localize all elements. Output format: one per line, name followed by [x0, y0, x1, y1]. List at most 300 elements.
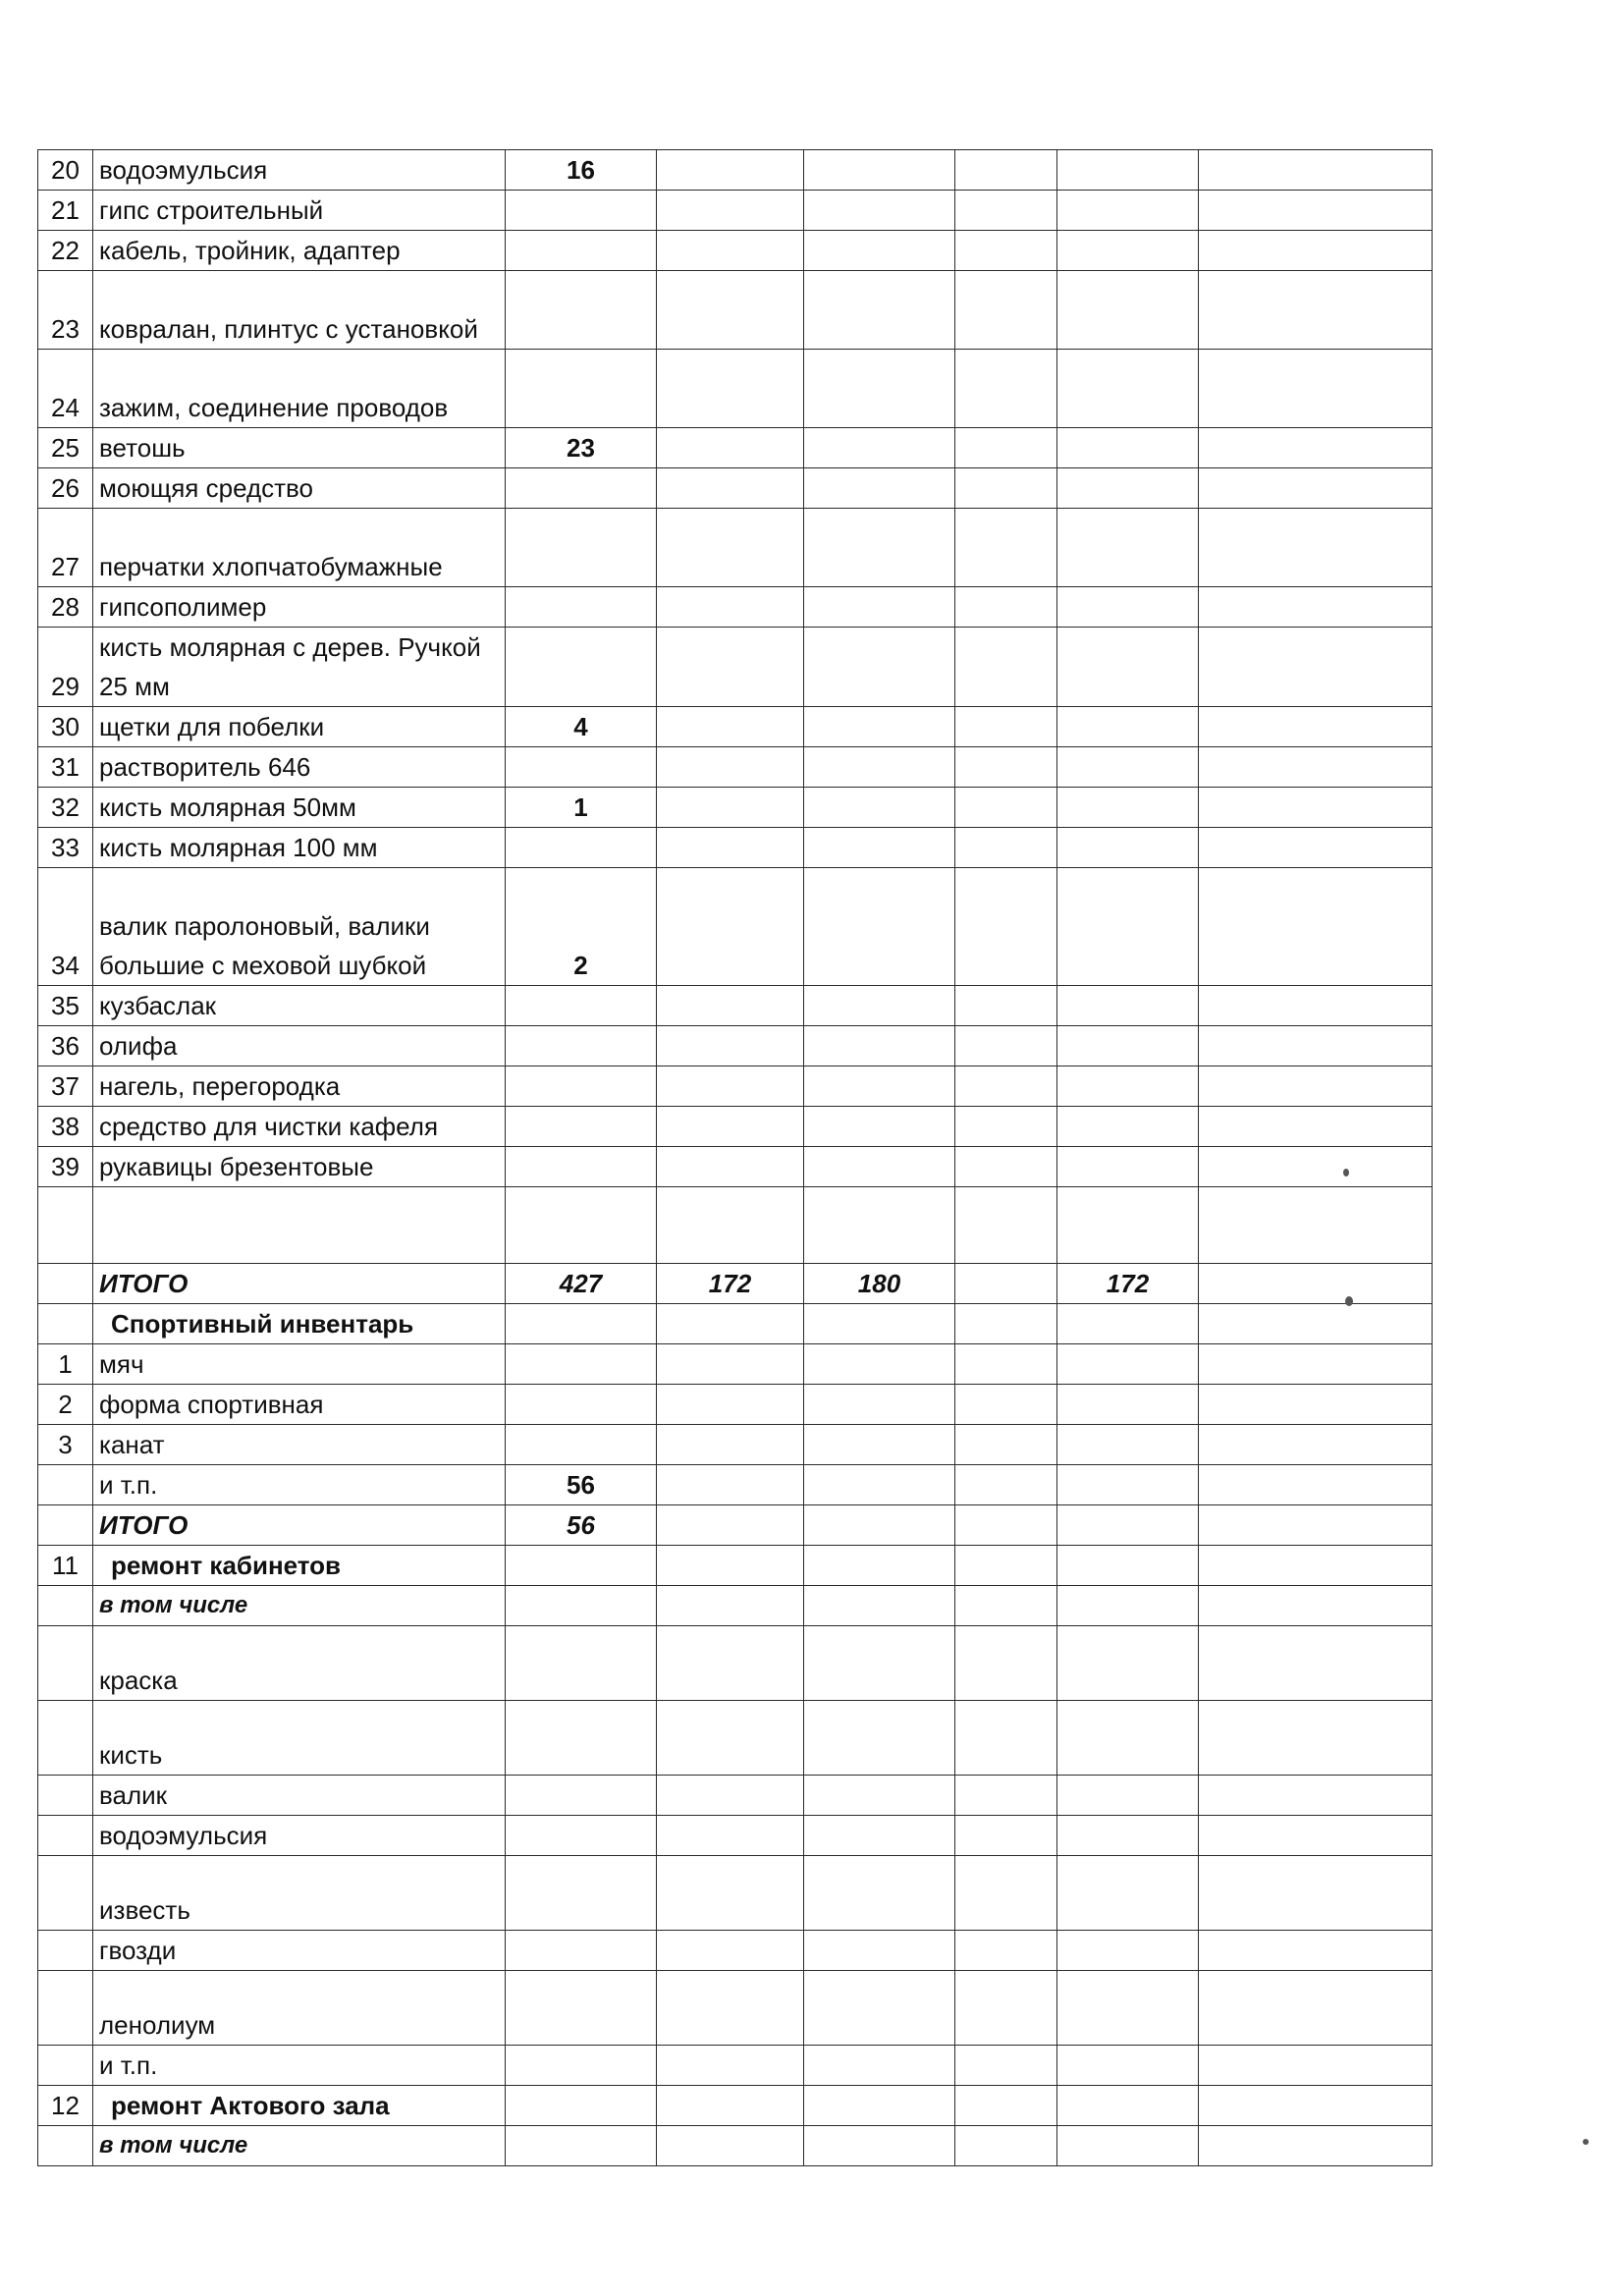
item-row	[38, 231, 1433, 271]
empty-cell	[657, 628, 804, 707]
empty-cell	[1199, 2126, 1433, 2166]
total-label: ИТОГО	[93, 1264, 506, 1304]
empty-cell	[1199, 2086, 1433, 2126]
empty-cell	[1199, 1816, 1433, 1856]
empty-cell	[1199, 1026, 1433, 1066]
empty-cell	[506, 2046, 657, 2086]
quantity-cell	[506, 1066, 657, 1107]
empty-cell	[38, 1816, 93, 1856]
document-sheet	[37, 149, 1432, 2166]
item-row	[38, 828, 1433, 868]
row-number: 24	[38, 350, 93, 428]
empty-cell	[804, 350, 955, 428]
empty-cell	[804, 1505, 955, 1546]
quantity-cell: 16	[506, 150, 657, 191]
quantity-cell	[506, 1385, 657, 1425]
empty-cell	[657, 191, 804, 231]
empty-cell	[657, 828, 804, 868]
empty-cell	[1199, 1066, 1433, 1107]
quantity-cell	[506, 1147, 657, 1187]
section-title: Спортивный инвентарь	[93, 1304, 506, 1344]
empty-cell	[657, 2046, 804, 2086]
item-row	[38, 1626, 1433, 1701]
item-row	[38, 1931, 1433, 1971]
row-number: 29	[38, 628, 93, 707]
empty-cell	[657, 1816, 804, 1856]
empty-cell	[955, 1147, 1057, 1187]
empty-cell	[657, 1586, 804, 1626]
empty-cell	[955, 1701, 1057, 1776]
empty-cell	[804, 628, 955, 707]
quantity-cell	[506, 271, 657, 350]
quantity-cell	[506, 231, 657, 271]
empty-cell	[1057, 1586, 1199, 1626]
empty-cell	[1057, 509, 1199, 587]
item-row	[38, 428, 1433, 468]
empty-cell	[1199, 1546, 1433, 1586]
item-row	[38, 271, 1433, 350]
empty-cell	[506, 1776, 657, 1816]
empty-cell	[1057, 2126, 1199, 2166]
empty-cell	[1057, 868, 1199, 986]
item-name: водоэмульсия	[93, 1816, 506, 1856]
empty-cell	[804, 428, 955, 468]
empty-cell	[804, 1066, 955, 1107]
quantity-cell	[506, 628, 657, 707]
empty-cell	[1199, 1344, 1433, 1385]
quantity-cell	[506, 191, 657, 231]
empty-cell	[1057, 1026, 1199, 1066]
empty-cell	[657, 2126, 804, 2166]
quantity-cell	[506, 986, 657, 1026]
item-row	[38, 1971, 1433, 2046]
empty-cell	[804, 2126, 955, 2166]
empty-cell	[804, 1816, 955, 1856]
empty-cell	[804, 587, 955, 628]
quantity-cell	[506, 1107, 657, 1147]
quantity-cell	[506, 1344, 657, 1385]
empty-cell	[1057, 231, 1199, 271]
empty-cell	[38, 1931, 93, 1971]
empty-cell	[804, 2046, 955, 2086]
empty-cell	[1199, 191, 1433, 231]
empty-cell	[955, 1816, 1057, 1856]
empty-cell	[1199, 1626, 1433, 1701]
item-row	[38, 2046, 1433, 2086]
item-row	[38, 1816, 1433, 1856]
empty-cell	[38, 1187, 93, 1264]
empty-cell	[955, 1971, 1057, 2046]
item-name: рукавицы брезентовые	[93, 1147, 506, 1187]
empty-cell	[657, 868, 804, 986]
empty-cell	[955, 1026, 1057, 1066]
empty-cell	[1199, 788, 1433, 828]
item-name: и т.п.	[93, 1465, 506, 1505]
row-number: 25	[38, 428, 93, 468]
item-name: кисть	[93, 1701, 506, 1776]
item-name: олифа	[93, 1026, 506, 1066]
row-number: 23	[38, 271, 93, 350]
subheader-row	[38, 1586, 1433, 1626]
empty-cell	[93, 1187, 506, 1264]
scan-speck	[1345, 1296, 1353, 1306]
quantity-cell: 23	[506, 428, 657, 468]
item-row	[38, 986, 1433, 1026]
item-row	[38, 587, 1433, 628]
empty-cell	[955, 1187, 1057, 1264]
empty-cell	[1199, 1304, 1433, 1344]
item-name: кисть молярная 50мм	[93, 788, 506, 828]
total-value: 56	[506, 1505, 657, 1546]
empty-cell	[1199, 868, 1433, 986]
item-name: растворитель 646	[93, 747, 506, 788]
empty-cell	[1199, 1465, 1433, 1505]
total-label: ИТОГО	[93, 1505, 506, 1546]
empty-cell	[506, 2086, 657, 2126]
empty-cell	[38, 2046, 93, 2086]
item-name: средство для чистки кафеля	[93, 1107, 506, 1147]
empty-cell	[804, 1304, 955, 1344]
empty-cell	[804, 1465, 955, 1505]
item-row	[38, 1776, 1433, 1816]
empty-cell	[657, 1776, 804, 1816]
item-row	[38, 1856, 1433, 1931]
row-number: 2	[38, 1385, 93, 1425]
quantity-cell	[506, 587, 657, 628]
empty-cell	[506, 1971, 657, 2046]
item-row	[38, 1344, 1433, 1385]
subsection-label: в том числе	[93, 1586, 506, 1626]
empty-cell	[1057, 1931, 1199, 1971]
empty-cell	[955, 1546, 1057, 1586]
empty-cell	[955, 350, 1057, 428]
row-number: 30	[38, 707, 93, 747]
row-number: 32	[38, 788, 93, 828]
item-row	[38, 747, 1433, 788]
item-row	[38, 1425, 1433, 1465]
empty-cell	[955, 1304, 1057, 1344]
empty-cell	[657, 350, 804, 428]
row-number: 38	[38, 1107, 93, 1147]
empty-cell	[1199, 587, 1433, 628]
empty-cell	[804, 509, 955, 587]
row-number: 34	[38, 868, 93, 986]
empty-cell	[804, 1385, 955, 1425]
empty-cell	[1199, 468, 1433, 509]
empty-cell	[804, 828, 955, 868]
table-body	[38, 150, 1433, 2166]
row-number: 27	[38, 509, 93, 587]
empty-cell	[1199, 271, 1433, 350]
item-name: моющяя средство	[93, 468, 506, 509]
empty-cell	[657, 150, 804, 191]
empty-cell	[955, 707, 1057, 747]
empty-cell	[804, 271, 955, 350]
item-row	[38, 1107, 1433, 1147]
row-number: 12	[38, 2086, 93, 2126]
empty-cell	[804, 868, 955, 986]
empty-cell	[38, 1586, 93, 1626]
empty-cell	[506, 1187, 657, 1264]
empty-cell	[657, 1465, 804, 1505]
empty-cell	[955, 1931, 1057, 1971]
empty-cell	[657, 788, 804, 828]
empty-cell	[955, 628, 1057, 707]
empty-cell	[1199, 350, 1433, 428]
empty-cell	[1057, 271, 1199, 350]
empty-cell	[1057, 986, 1199, 1026]
empty-cell	[1057, 1626, 1199, 1701]
empty-cell	[804, 1026, 955, 1066]
empty-cell	[1199, 1971, 1433, 2046]
total-value: 172	[657, 1264, 804, 1304]
item-name: нагель, перегородка	[93, 1066, 506, 1107]
quantity-cell	[506, 350, 657, 428]
empty-cell	[1199, 628, 1433, 707]
empty-cell	[38, 1701, 93, 1776]
empty-cell	[1057, 587, 1199, 628]
empty-cell	[657, 509, 804, 587]
empty-cell	[955, 1107, 1057, 1147]
total-value	[955, 1264, 1057, 1304]
empty-cell	[955, 828, 1057, 868]
empty-cell	[1057, 1816, 1199, 1856]
empty-cell	[804, 747, 955, 788]
empty-cell	[657, 1344, 804, 1385]
empty-cell	[1199, 1264, 1433, 1304]
empty-cell	[1057, 1971, 1199, 2046]
empty-cell	[804, 1701, 955, 1776]
empty-cell	[955, 1505, 1057, 1546]
empty-cell	[955, 1385, 1057, 1425]
section-header-row	[38, 1546, 1433, 1586]
empty-cell	[38, 1971, 93, 2046]
item-name: форма спортивная	[93, 1385, 506, 1425]
empty-cell	[1199, 707, 1433, 747]
item-row	[38, 1147, 1433, 1187]
row-number: 26	[38, 468, 93, 509]
empty-cell	[38, 1304, 93, 1344]
item-name: щетки для побелки	[93, 707, 506, 747]
quantity-cell: 1	[506, 788, 657, 828]
section-header-row	[38, 2086, 1433, 2126]
empty-cell	[506, 1816, 657, 1856]
item-name: известь	[93, 1856, 506, 1931]
empty-cell	[1199, 509, 1433, 587]
empty-cell	[657, 1107, 804, 1147]
empty-cell	[804, 2086, 955, 2126]
empty-cell	[955, 788, 1057, 828]
empty-cell	[506, 1701, 657, 1776]
empty-cell	[804, 1187, 955, 1264]
total-value: 172	[1057, 1264, 1199, 1304]
empty-cell	[657, 1856, 804, 1931]
empty-cell	[804, 1107, 955, 1147]
empty-cell	[1199, 986, 1433, 1026]
empty-cell	[1057, 1147, 1199, 1187]
empty-cell	[1199, 1147, 1433, 1187]
quantity-cell: 2	[506, 868, 657, 986]
empty-cell	[955, 747, 1057, 788]
item-name: гипсополимер	[93, 587, 506, 628]
item-row	[38, 191, 1433, 231]
empty-cell	[804, 1546, 955, 1586]
empty-cell	[1199, 1931, 1433, 1971]
item-name: перчатки хлопчатобумажные	[93, 509, 506, 587]
empty-cell	[955, 1626, 1057, 1701]
item-name: ковралан, плинтус с установкой	[93, 271, 506, 350]
empty-cell	[38, 1856, 93, 1931]
item-name: ленолиум	[93, 1971, 506, 2046]
quantity-cell: 4	[506, 707, 657, 747]
empty-cell	[804, 1776, 955, 1816]
item-name: зажим, соединение проводов	[93, 350, 506, 428]
empty-cell	[1199, 1385, 1433, 1425]
empty-cell	[506, 1586, 657, 1626]
section-title: ремонт кабинетов	[93, 1546, 506, 1586]
empty-cell	[1057, 628, 1199, 707]
row-number: 21	[38, 191, 93, 231]
item-row	[38, 1465, 1433, 1505]
quantity-cell: 56	[506, 1465, 657, 1505]
empty-cell	[1057, 1385, 1199, 1425]
empty-cell	[1057, 747, 1199, 788]
quantity-cell	[506, 468, 657, 509]
subheader-row	[38, 2126, 1433, 2166]
empty-cell	[1057, 350, 1199, 428]
empty-cell	[804, 468, 955, 509]
empty-cell	[1199, 1187, 1433, 1264]
item-name: водоэмульсия	[93, 150, 506, 191]
empty-cell	[1057, 1701, 1199, 1776]
empty-cell	[1057, 828, 1199, 868]
empty-cell	[955, 2086, 1057, 2126]
empty-cell	[657, 468, 804, 509]
empty-cell	[1057, 468, 1199, 509]
quantity-cell	[506, 828, 657, 868]
empty-cell	[506, 1626, 657, 1701]
total-value: 180	[804, 1264, 955, 1304]
empty-cell	[38, 1776, 93, 1816]
row-number: 20	[38, 150, 93, 191]
empty-cell	[955, 428, 1057, 468]
empty-cell	[804, 707, 955, 747]
empty-cell	[657, 587, 804, 628]
scan-speck	[1343, 1169, 1349, 1176]
empty-cell	[955, 1856, 1057, 1931]
empty-cell	[955, 2126, 1057, 2166]
empty-cell	[1057, 1066, 1199, 1107]
empty-cell	[804, 1626, 955, 1701]
empty-cell	[955, 1586, 1057, 1626]
empty-cell	[506, 1856, 657, 1931]
empty-cell	[1199, 1505, 1433, 1546]
total-row	[38, 1505, 1433, 1546]
empty-cell	[1199, 1425, 1433, 1465]
item-row	[38, 628, 1433, 707]
empty-cell	[955, 2046, 1057, 2086]
empty-cell	[804, 1344, 955, 1385]
empty-cell	[1199, 150, 1433, 191]
empty-cell	[804, 1856, 955, 1931]
quantity-cell	[506, 509, 657, 587]
empty-cell	[1057, 707, 1199, 747]
row-number: 1	[38, 1344, 93, 1385]
empty-cell	[657, 1971, 804, 2046]
row-number: 36	[38, 1026, 93, 1066]
empty-cell	[804, 986, 955, 1026]
item-name: кисть молярная 100 мм	[93, 828, 506, 868]
empty-cell	[804, 788, 955, 828]
empty-cell	[955, 231, 1057, 271]
empty-cell	[1057, 788, 1199, 828]
empty-cell	[955, 986, 1057, 1026]
row-number	[38, 1465, 93, 1505]
item-row	[38, 509, 1433, 587]
item-name: кабель, тройник, адаптер	[93, 231, 506, 271]
empty-cell	[657, 1066, 804, 1107]
empty-cell	[657, 1187, 804, 1264]
empty-cell	[1199, 747, 1433, 788]
empty-cell	[1057, 2046, 1199, 2086]
empty-cell	[506, 1304, 657, 1344]
empty-cell	[657, 1626, 804, 1701]
row-number: 35	[38, 986, 93, 1026]
empty-cell	[657, 747, 804, 788]
spacer-row	[38, 1187, 1433, 1264]
empty-cell	[804, 1425, 955, 1465]
item-name: ветошь	[93, 428, 506, 468]
empty-cell	[804, 1931, 955, 1971]
empty-cell	[657, 1505, 804, 1546]
section-header-row	[38, 1304, 1433, 1344]
empty-cell	[955, 1465, 1057, 1505]
empty-cell	[1199, 828, 1433, 868]
empty-cell	[506, 2126, 657, 2166]
row-number: 22	[38, 231, 93, 271]
item-name: гипс строительный	[93, 191, 506, 231]
empty-cell	[804, 231, 955, 271]
empty-cell	[955, 191, 1057, 231]
row-number: 31	[38, 747, 93, 788]
empty-cell	[1199, 1586, 1433, 1626]
scan-speck	[1583, 2139, 1589, 2145]
item-row	[38, 1026, 1433, 1066]
empty-cell	[1057, 1425, 1199, 1465]
empty-cell	[955, 150, 1057, 191]
empty-cell	[955, 1776, 1057, 1816]
empty-cell	[955, 271, 1057, 350]
empty-cell	[657, 1546, 804, 1586]
empty-cell	[955, 1344, 1057, 1385]
item-name: валик	[93, 1776, 506, 1816]
empty-cell	[804, 1147, 955, 1187]
item-name: краска	[93, 1626, 506, 1701]
item-row	[38, 1066, 1433, 1107]
empty-cell	[955, 509, 1057, 587]
item-name: кисть молярная с дерев. Ручкой 25 мм	[93, 628, 506, 707]
empty-cell	[1057, 1107, 1199, 1147]
empty-cell	[1057, 428, 1199, 468]
section-title: ремонт Актового зала	[93, 2086, 506, 2126]
empty-cell	[1057, 191, 1199, 231]
empty-cell	[38, 2126, 93, 2166]
item-name: гвозди	[93, 1931, 506, 1971]
empty-cell	[506, 1546, 657, 1586]
empty-cell	[1057, 1505, 1199, 1546]
row-number: 39	[38, 1147, 93, 1187]
empty-cell	[657, 986, 804, 1026]
